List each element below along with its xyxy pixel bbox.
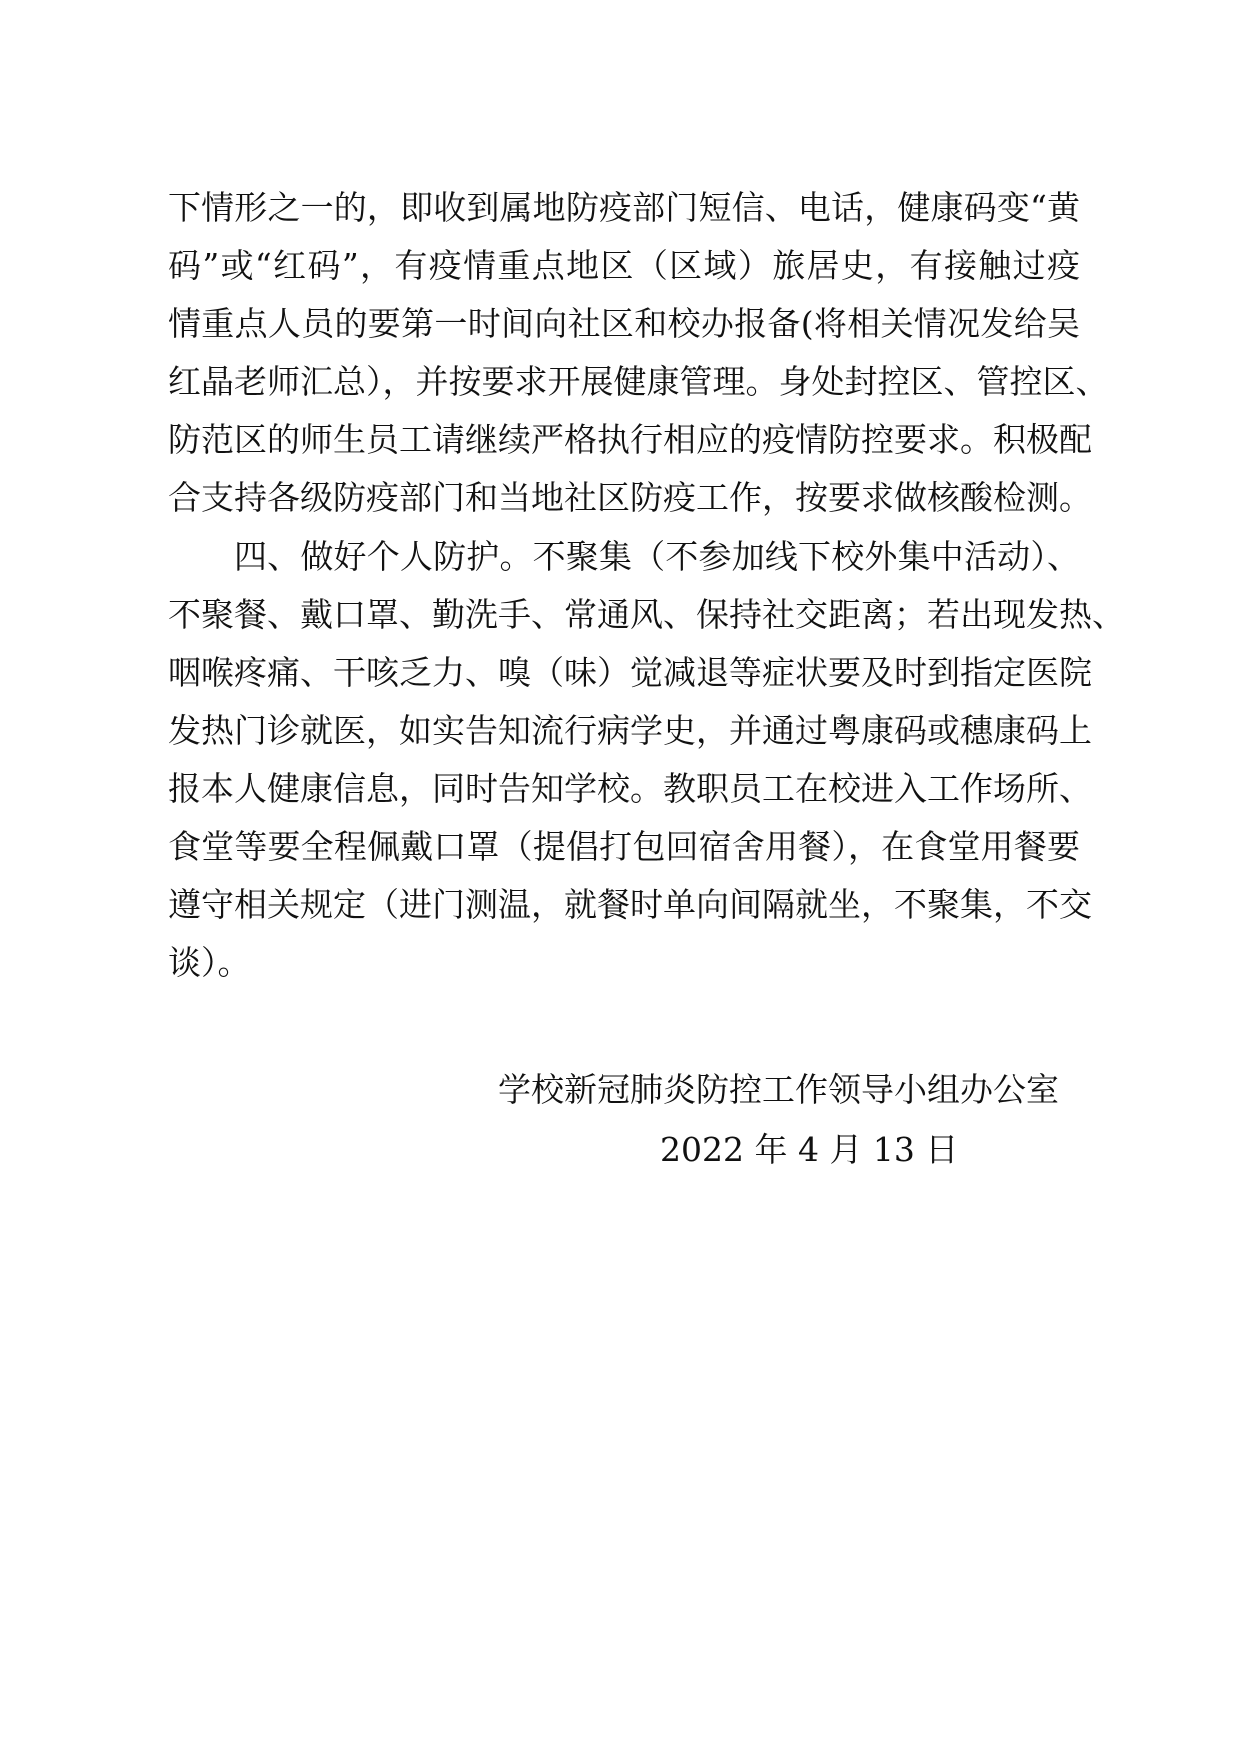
text-line: 合支持各级防疫部门和当地社区防疫工作，按要求做核酸检测。 bbox=[168, 478, 1092, 517]
text-line: 不聚餐、戴口罩、勤洗手、常通风、保持社交距离；若出现发热、 bbox=[168, 595, 1125, 634]
text-line: 码”或“红码”，有疫情重点地区（区域）旅居史，有接触过疫 bbox=[168, 246, 1080, 285]
signature-organization: 学校新冠肺炎防控工作领导小组办公室 bbox=[498, 1070, 1059, 1109]
signature-date: 2022 年 4 月 13 日 bbox=[660, 1130, 959, 1169]
text-line: 谈）。 bbox=[168, 943, 251, 982]
text-line: 遵守相关规定（进门测温，就餐时单向间隔就坐，不聚集，不交 bbox=[168, 885, 1092, 924]
text-line: 发热门诊就医，如实告知流行病学史，并通过粤康码或穗康码上 bbox=[168, 711, 1092, 750]
text-line: 四、做好个人防护。不聚集（不参加线下校外集中活动）、 bbox=[234, 537, 1080, 576]
text-line: 咽喉疼痛、干咳乏力、嗅（味）觉减退等症状要及时到指定医院 bbox=[168, 653, 1092, 692]
text-line: 报本人健康信息，同时告知学校。教职员工在校进入工作场所、 bbox=[168, 769, 1092, 808]
text-line: 下情形之一的，即收到属地防疫部门短信、电话，健康码变“黄 bbox=[168, 188, 1080, 227]
text-line: 情重点人员的要第一时间向社区和校办报备(将相关情况发给吴 bbox=[168, 304, 1080, 343]
text-line: 红晶老师汇总），并按要求开展健康管理。身处封控区、管控区、 bbox=[168, 362, 1109, 401]
text-line: 防范区的师生员工请继续严格执行相应的疫情防控要求。积极配 bbox=[168, 420, 1092, 459]
text-line: 食堂等要全程佩戴口罩（提倡打包回宿舍用餐），在食堂用餐要 bbox=[168, 827, 1080, 866]
